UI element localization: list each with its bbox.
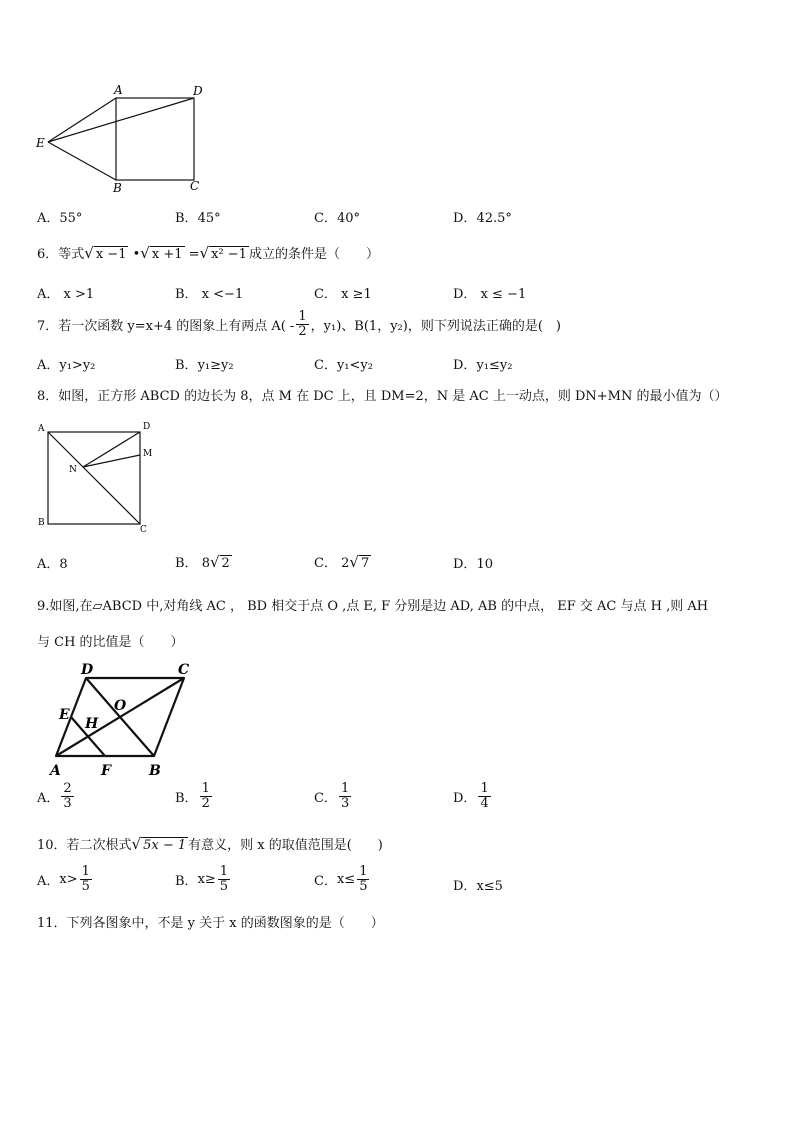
label-B: B [38, 518, 45, 528]
q6-prefix: 6．等式 [37, 247, 85, 262]
fraction-denominator: 5 [359, 879, 368, 894]
option-letter: C． [314, 358, 337, 373]
q6-equals: = [188, 247, 200, 262]
label-B: B [149, 763, 161, 779]
q7-stem [37, 310, 561, 339]
q6-stem [37, 243, 379, 262]
q5-option-d[interactable] [453, 207, 512, 226]
option-letter: D． [453, 287, 477, 302]
q6-option-d[interactable] [453, 283, 526, 302]
option-fraction [478, 782, 490, 811]
label-F: F [101, 763, 111, 779]
label-A: A [38, 424, 45, 434]
option-text: 45° [197, 211, 221, 226]
q7-option-b[interactable] [175, 354, 234, 373]
figure-q5 [30, 80, 220, 195]
fraction-numerator: 1 [340, 781, 350, 796]
option-fraction [339, 782, 351, 811]
q8-option-c[interactable] [314, 552, 371, 571]
option-letter: A． [37, 791, 60, 806]
radical-icon: √ [140, 244, 150, 262]
option-radicand: 7 [360, 556, 370, 571]
option-letter: A． [37, 211, 60, 226]
label-A: A [50, 763, 61, 779]
option-fraction [200, 782, 212, 811]
option-letter: B． [175, 791, 198, 806]
option-fraction [357, 865, 369, 894]
q6-radicand-2: x +1 [151, 247, 183, 262]
option-letter: A． [37, 287, 60, 302]
option-letter: A． [37, 874, 60, 889]
radical-icon: √ [349, 553, 359, 571]
option-letter: A． [37, 557, 60, 572]
fraction-denominator: 5 [81, 879, 90, 894]
option-relation: x> [59, 872, 78, 887]
option-relation: x≥ [197, 872, 216, 887]
label-O: O [114, 698, 127, 714]
label-D: D [193, 84, 203, 98]
option-letter: D． [453, 211, 477, 226]
label-E: E [36, 136, 45, 150]
q10-stem [37, 834, 383, 853]
option-letter: A． [37, 358, 60, 373]
q10-prefix: 10．若二次根式 [37, 838, 132, 853]
q7-option-c[interactable] [314, 354, 373, 373]
q5-option-a[interactable] [37, 207, 82, 226]
q6-option-c[interactable] [314, 283, 372, 302]
label-N: N [69, 465, 77, 475]
option-letter: C． [314, 287, 337, 302]
q6-option-b[interactable] [175, 283, 243, 302]
fraction-numerator: 1 [201, 781, 210, 796]
option-fraction [61, 782, 73, 811]
q10-radicand: 5x − 1 [143, 838, 187, 853]
fraction-denominator: 4 [480, 796, 489, 811]
option-text: y₁≥y₂ [197, 358, 234, 373]
label-C: C [178, 662, 190, 678]
option-text: x≤5 [476, 879, 503, 894]
q6-dot: • [132, 247, 141, 262]
q9-option-c[interactable] [314, 782, 353, 811]
radical-icon: √ [131, 835, 142, 853]
label-D: D [143, 422, 151, 432]
option-letter: D． [453, 358, 477, 373]
fraction-numerator: 1 [219, 864, 229, 879]
q8-stem: 8．如图，正方形 ABCD 的边长为 8，点 M 在 DC 上，且 DM=2，N 是 AC 上一动点，则 DN+MN 的最小值为（） [37, 389, 728, 404]
option-letter: C． [314, 211, 337, 226]
fraction-numerator: 1 [298, 309, 307, 324]
label-H: H [85, 716, 99, 732]
label-B: B [113, 181, 122, 195]
q10-option-b[interactable] [175, 865, 232, 894]
q7-suffix: ，y₁)、B(1，y₂)，则下列说法正确的是( ) [310, 319, 561, 334]
q9-option-d[interactable] [453, 782, 493, 811]
option-letter: B． [175, 556, 198, 571]
q7-option-d[interactable] [453, 354, 512, 373]
option-letter: D． [453, 879, 477, 894]
option-fraction [218, 865, 230, 894]
option-letter: C． [314, 874, 337, 889]
fraction-numerator: 2 [63, 781, 72, 796]
option-relation: x≤ [336, 872, 356, 887]
option-text: 42.5° [476, 211, 512, 226]
option-letter: D． [453, 791, 477, 806]
option-letter: C． [314, 791, 337, 806]
option-letter: B． [175, 211, 198, 226]
label-E: E [59, 707, 70, 723]
q5-option-b[interactable] [175, 207, 221, 226]
q9-stem-line1: 9.如图,在▱ABCD 中,对角线 AC ， BD 相交于点 O ,点 E, F 分别是边 AD, AB 的中点， EF 交 AC 与点 H ,则 AH [37, 599, 709, 614]
fraction-numerator: 1 [480, 781, 489, 796]
option-radicand: 2 [221, 556, 230, 571]
label-A: A [114, 83, 123, 97]
label-C: C [140, 525, 147, 535]
q8-option-b[interactable] [175, 552, 232, 571]
option-text: 40° [336, 211, 360, 226]
fraction-denominator: 3 [340, 796, 350, 811]
option-letter: C． [314, 556, 337, 571]
option-fraction [80, 865, 92, 894]
q6-option-a[interactable] [37, 283, 94, 302]
option-text: 10 [476, 557, 493, 572]
q6-radicand-3: x² −1 [211, 247, 247, 262]
q6-radicand-1: x −1 [95, 247, 127, 262]
option-text: y₁≤y₂ [476, 358, 513, 373]
figure-q9 [44, 658, 204, 780]
fraction-denominator: 5 [219, 879, 229, 894]
q9-stem-line2: 与 CH 的比值是（ ） [37, 635, 184, 650]
q5-option-c[interactable] [314, 207, 360, 226]
q8-option-d[interactable] [453, 553, 493, 572]
option-letter: B． [175, 358, 198, 373]
option-text: y₁<y₂ [336, 358, 373, 373]
label-D: D [81, 662, 94, 678]
option-letter: D． [453, 557, 477, 572]
q9-option-a[interactable] [37, 782, 76, 811]
q10-option-c[interactable] [314, 865, 371, 894]
q7-option-a[interactable] [37, 354, 95, 373]
option-coefficient: 8 [201, 556, 210, 571]
option-text: x ≤ −1 [480, 287, 527, 302]
radical-icon: √ [209, 553, 220, 571]
option-text: y₁>y₂ [59, 358, 96, 373]
option-coefficient: 2 [341, 556, 350, 571]
q9-option-b[interactable] [175, 782, 214, 811]
q10-suffix: 有意义，则 x 的取值范围是( ) [188, 838, 383, 853]
q10-option-a[interactable] [37, 865, 94, 894]
fraction-denominator: 3 [63, 796, 72, 811]
fraction-denominator: 2 [298, 324, 307, 339]
q7-fraction [296, 310, 308, 339]
option-text: x >1 [63, 287, 95, 302]
radical-icon: √ [199, 244, 210, 262]
q6-suffix: 成立的条件是（ ） [248, 247, 379, 262]
q7-prefix: 7．若一次函数 y=x+4 的图象上有两点 A( - [37, 319, 295, 334]
option-letter: B． [175, 874, 198, 889]
option-text: x ≥1 [341, 287, 372, 302]
fraction-denominator: 2 [201, 796, 210, 811]
option-text: x <−1 [201, 287, 244, 302]
option-text: 55° [59, 211, 83, 226]
option-letter: B． [175, 287, 198, 302]
figure-q8 [30, 418, 160, 536]
option-text: 8 [59, 557, 68, 572]
fraction-numerator: 1 [359, 864, 368, 879]
q10-option-d[interactable] [453, 875, 503, 894]
q8-option-a[interactable] [37, 553, 68, 572]
radical-icon: √ [84, 244, 94, 262]
label-M: M [143, 449, 153, 459]
q11-stem: 11．下列各图象中，不是 y 关于 x 的函数图象的是（ ） [37, 916, 384, 931]
label-C: C [190, 179, 200, 193]
fraction-numerator: 1 [81, 864, 90, 879]
